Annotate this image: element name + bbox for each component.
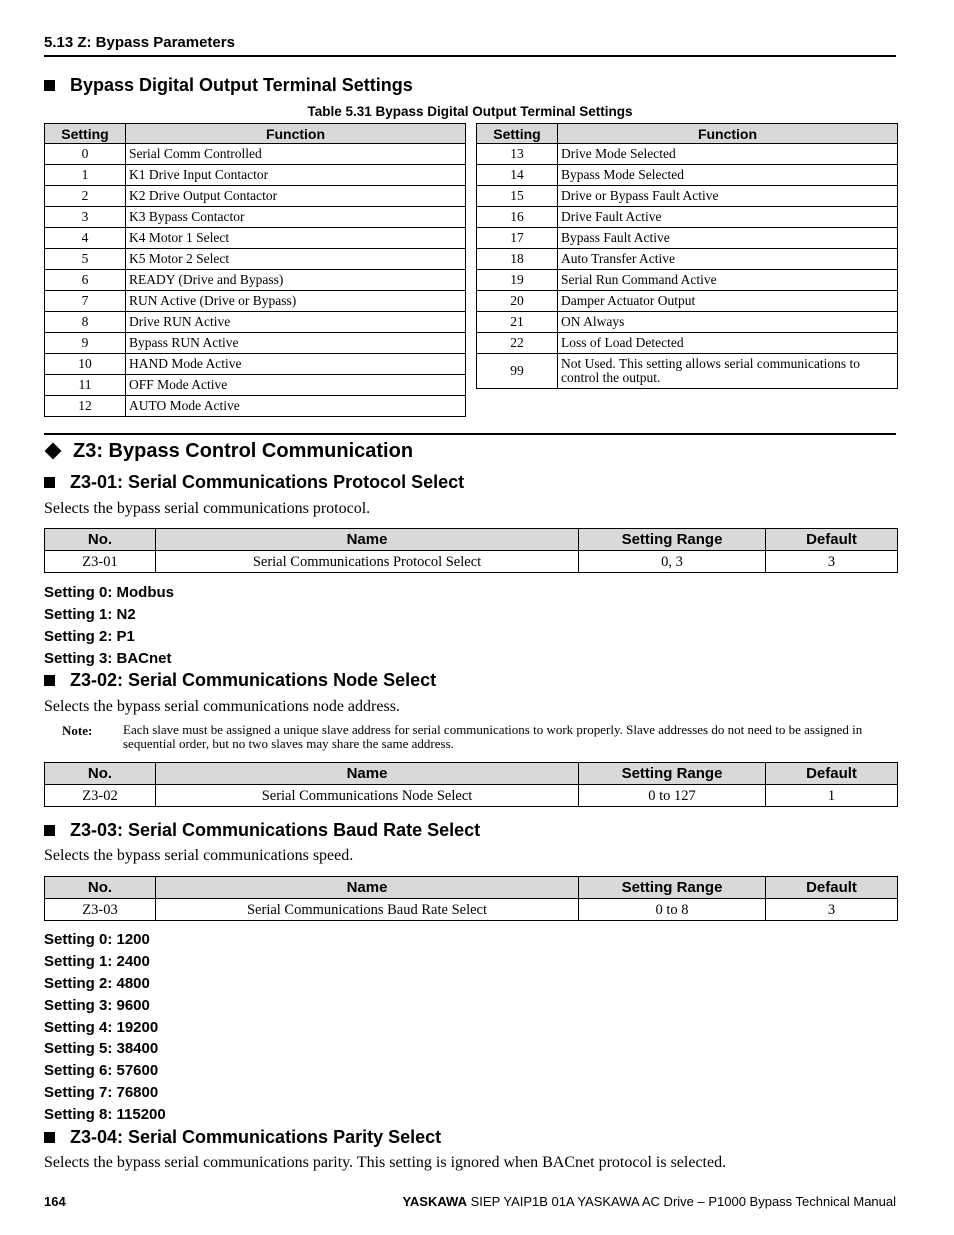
function-cell: ON Always xyxy=(558,312,898,333)
param-name: Serial Communications Baud Rate Select xyxy=(156,899,579,921)
z3-01-param-table xyxy=(44,528,898,573)
setting-cell: 2 xyxy=(45,186,126,207)
footer-brand: YASKAWA xyxy=(402,1194,467,1209)
setting-cell: 17 xyxy=(477,228,558,249)
function-cell: RUN Active (Drive or Bypass) xyxy=(126,291,466,312)
function-cell: Damper Actuator Output xyxy=(558,291,898,312)
table-row xyxy=(45,375,466,396)
heading-z3-01 xyxy=(44,470,464,494)
col-header-default: Default xyxy=(766,529,898,551)
setting-line: Setting 1: N2 xyxy=(44,606,136,623)
table-header-row xyxy=(45,877,898,899)
z3-03-param-table xyxy=(44,876,898,921)
heading-z3-03 xyxy=(44,818,480,842)
col-header-setting-range: Setting Range xyxy=(579,763,766,785)
z3-02-param-table xyxy=(44,762,898,807)
setting-cell: 10 xyxy=(45,354,126,375)
setting-line: Setting 8: 115200 xyxy=(44,1106,166,1123)
table-row xyxy=(45,354,466,375)
function-cell: Auto Transfer Active xyxy=(558,249,898,270)
function-cell: Not Used. This setting allows serial communications to control the output. xyxy=(558,354,898,389)
col-header-function: Function xyxy=(126,124,466,144)
table-row xyxy=(477,186,898,207)
z3-01-description: Selects the bypass serial communications protocol. xyxy=(44,500,371,517)
col-header-no: No. xyxy=(45,877,156,899)
setting-cell: 3 xyxy=(45,207,126,228)
setting-cell: 4 xyxy=(45,228,126,249)
setting-cell: 11 xyxy=(45,375,126,396)
setting-line: Setting 4: 19200 xyxy=(44,1019,159,1036)
setting-cell: 21 xyxy=(477,312,558,333)
table-row xyxy=(45,291,466,312)
param-range: 0 to 8 xyxy=(579,899,766,921)
z3-04-description: Selects the bypass serial communications parity. This setting is ignored when BACnet protocol is selected. xyxy=(44,1154,727,1171)
setting-cell: 15 xyxy=(477,186,558,207)
table-header-row xyxy=(45,124,466,144)
setting-line: Setting 0: 1200 xyxy=(44,931,150,948)
table-row xyxy=(45,165,466,186)
table-row xyxy=(45,228,466,249)
header-rule xyxy=(44,55,896,57)
heading-z3-02 xyxy=(44,668,436,692)
col-header-no: No. xyxy=(45,763,156,785)
footer-manual: SIEP YAIP1B 01A YASKAWA AC Drive – P1000 Bypass Technical Manual xyxy=(470,1194,896,1209)
col-header-setting-range: Setting Range xyxy=(579,529,766,551)
col-header-name: Name xyxy=(156,763,579,785)
table-row xyxy=(477,165,898,186)
table-caption: Table 5.31 Bypass Digital Output Terminal Settings xyxy=(307,104,633,119)
table-header-row xyxy=(477,124,898,144)
square-bullet-icon xyxy=(44,675,55,686)
setting-cell: 12 xyxy=(45,396,126,417)
z3-02-description: Selects the bypass serial communications node address. xyxy=(44,698,400,715)
heading-text: Z3: Bypass Control Communication xyxy=(73,439,414,462)
table-row xyxy=(477,354,898,389)
z3-03-description: Selects the bypass serial communications speed. xyxy=(44,847,354,864)
function-cell: Bypass Mode Selected xyxy=(558,165,898,186)
setting-cell: 22 xyxy=(477,333,558,354)
col-header-name: Name xyxy=(156,877,579,899)
section-rule xyxy=(44,433,896,435)
col-header-default: Default xyxy=(766,877,898,899)
square-bullet-icon xyxy=(44,825,55,836)
setting-cell: 6 xyxy=(45,270,126,291)
setting-cell: 8 xyxy=(45,312,126,333)
setting-cell: 18 xyxy=(477,249,558,270)
param-no: Z3-01 xyxy=(45,551,156,573)
setting-line: Setting 6: 57600 xyxy=(44,1062,159,1079)
setting-cell: 0 xyxy=(45,144,126,165)
note-text: Each slave must be assigned a unique slave address for serial communications to work properly. Slave addresses do not need to be assigned in sequential order, but no two slaves may share the same address. xyxy=(123,722,863,751)
param-range: 0 to 127 xyxy=(579,785,766,807)
function-cell: OFF Mode Active xyxy=(126,375,466,396)
param-no: Z3-02 xyxy=(45,785,156,807)
note-label: Note: xyxy=(62,723,93,738)
setting-cell: 99 xyxy=(477,354,558,389)
col-header-function: Function xyxy=(558,124,898,144)
function-cell: Serial Comm Controlled xyxy=(126,144,466,165)
function-cell: Drive or Bypass Fault Active xyxy=(558,186,898,207)
square-bullet-icon xyxy=(44,1132,55,1143)
heading-text: Z3-03: Serial Communications Baud Rate Select xyxy=(70,819,481,840)
output-table-right xyxy=(476,123,898,389)
setting-line: Setting 1: 2400 xyxy=(44,953,150,970)
square-bullet-icon xyxy=(44,477,55,488)
setting-cell: 19 xyxy=(477,270,558,291)
setting-line: Setting 5: 38400 xyxy=(44,1040,159,1057)
param-default: 1 xyxy=(766,785,898,807)
col-header-no: No. xyxy=(45,529,156,551)
heading-z3-04 xyxy=(44,1125,441,1149)
table-row xyxy=(477,207,898,228)
function-cell: Drive Fault Active xyxy=(558,207,898,228)
diamond-bullet-icon xyxy=(45,443,62,460)
table-row xyxy=(45,551,898,573)
function-cell: AUTO Mode Active xyxy=(126,396,466,417)
param-name: Serial Communications Protocol Select xyxy=(156,551,579,573)
table-row xyxy=(45,270,466,291)
function-cell: Bypass Fault Active xyxy=(558,228,898,249)
col-header-setting: Setting xyxy=(45,124,126,144)
table-row xyxy=(45,333,466,354)
setting-line: Setting 3: BACnet xyxy=(44,650,172,667)
col-header-default: Default xyxy=(766,763,898,785)
table-row xyxy=(477,312,898,333)
setting-cell: 16 xyxy=(477,207,558,228)
function-cell: K5 Motor 2 Select xyxy=(126,249,466,270)
page-number: 164 xyxy=(44,1194,66,1209)
table-header-row xyxy=(45,763,898,785)
col-header-setting: Setting xyxy=(477,124,558,144)
setting-line: Setting 3: 9600 xyxy=(44,997,150,1014)
param-default: 3 xyxy=(766,899,898,921)
function-cell: HAND Mode Active xyxy=(126,354,466,375)
footer-manual-title xyxy=(402,1194,896,1209)
function-cell: K1 Drive Input Contactor xyxy=(126,165,466,186)
table-row xyxy=(45,249,466,270)
section-header: 5.13 Z: Bypass Parameters xyxy=(44,34,235,51)
param-default: 3 xyxy=(766,551,898,573)
setting-cell: 5 xyxy=(45,249,126,270)
setting-line: Setting 2: P1 xyxy=(44,628,135,645)
setting-cell: 13 xyxy=(477,144,558,165)
heading-z3 xyxy=(44,438,413,464)
setting-cell: 20 xyxy=(477,291,558,312)
function-cell: READY (Drive and Bypass) xyxy=(126,270,466,291)
col-header-setting-range: Setting Range xyxy=(579,877,766,899)
function-cell: Drive RUN Active xyxy=(126,312,466,333)
heading-text: Z3-04: Serial Communications Parity Select xyxy=(70,1126,442,1147)
output-table-left xyxy=(44,123,466,417)
setting-cell: 14 xyxy=(477,165,558,186)
table-row xyxy=(45,207,466,228)
param-no: Z3-03 xyxy=(45,899,156,921)
table-row xyxy=(45,312,466,333)
setting-line: Setting 2: 4800 xyxy=(44,975,150,992)
setting-line: Setting 0: Modbus xyxy=(44,584,174,601)
function-cell: K4 Motor 1 Select xyxy=(126,228,466,249)
param-name: Serial Communications Node Select xyxy=(156,785,579,807)
function-cell: Bypass RUN Active xyxy=(126,333,466,354)
heading-text: Z3-02: Serial Communications Node Select xyxy=(70,669,437,690)
heading-text: Z3-01: Serial Communications Protocol Select xyxy=(70,471,465,492)
col-header-name: Name xyxy=(156,529,579,551)
function-cell: Serial Run Command Active xyxy=(558,270,898,291)
function-cell: Drive Mode Selected xyxy=(558,144,898,165)
table-row xyxy=(477,291,898,312)
table-row xyxy=(45,396,466,417)
table-row xyxy=(477,228,898,249)
table-row xyxy=(477,144,898,165)
square-bullet-icon xyxy=(44,80,55,91)
table-row xyxy=(477,249,898,270)
function-cell: K2 Drive Output Contactor xyxy=(126,186,466,207)
table-row xyxy=(45,899,898,921)
table-row xyxy=(477,270,898,291)
table-row xyxy=(45,144,466,165)
setting-cell: 1 xyxy=(45,165,126,186)
table-header-row xyxy=(45,529,898,551)
function-cell: Loss of Load Detected xyxy=(558,333,898,354)
setting-cell: 7 xyxy=(45,291,126,312)
setting-line: Setting 7: 76800 xyxy=(44,1084,159,1101)
table-row xyxy=(477,333,898,354)
table-row xyxy=(45,785,898,807)
heading-text: Bypass Digital Output Terminal Settings xyxy=(70,74,413,95)
setting-cell: 9 xyxy=(45,333,126,354)
function-cell: K3 Bypass Contactor xyxy=(126,207,466,228)
table-row xyxy=(45,186,466,207)
param-range: 0, 3 xyxy=(579,551,766,573)
heading-bypass-output xyxy=(44,73,413,97)
